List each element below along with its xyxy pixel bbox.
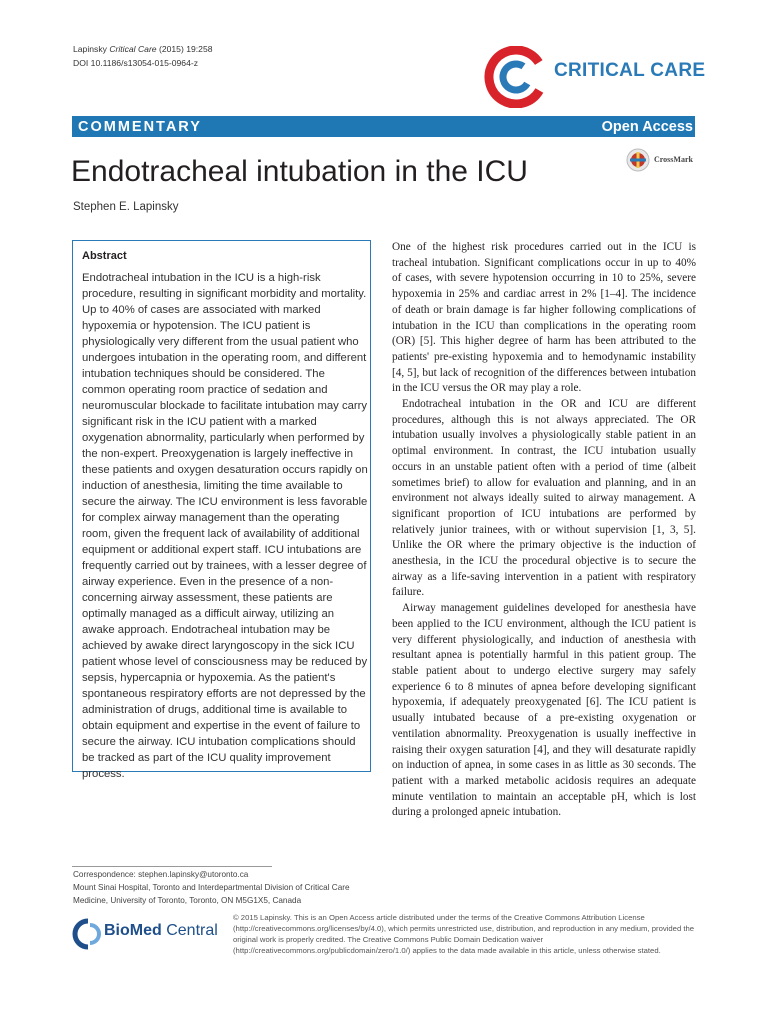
footnote-block — [73, 868, 373, 907]
body-paragraph: One of the highest risk procedures carried out in the ICU is tracheal intubation. Significant complications occur in up to 40% of cases, with severe hypotension occurring in 10 to 25%, severe hypoxemia in 25% and cardiac arrest in 2% [1–4]. The incidence of death or brain damage is far higher following complications of intubation in the ICU than complications in the operating room (OR) [5]. This higher degree of harm has been attributed to the patients' pre-existing hypoxemia and to hemodynamic instability [4, 5], but lack of recognition of the differences between intubation in the ICU versus the OR may play a role. — [392, 241, 696, 395]
citation-author: Lapinsky — [73, 44, 107, 54]
license-text: © 2015 Lapinsky. This is an Open Access article distributed under the terms of the Creative Commons Attribution License (http://creativecommons.org/licenses/by/4.0), which permits unrestricted use, distribution, and reproduction in any medium, provided the original work is properly credited. The Creative Commons Public Domain Dedication waiver (http://creativecommons.org/publicdomain/zero/1.0/) applies to the data made available in this article, unless otherwise stated. — [233, 913, 695, 955]
affiliation-line: Mount Sinai Hospital, Toronto and Interdepartmental Division of Critical Care — [73, 883, 350, 892]
open-access-label: Open Access — [601, 119, 693, 135]
body-text-column — [392, 240, 696, 821]
author-name: Stephen E. Lapinsky — [73, 201, 179, 213]
crossmark-label[interactable]: CrossMark — [654, 155, 693, 164]
correspondence-email[interactable]: Correspondence: stephen.lapinsky@utoronto.ca — [73, 870, 249, 879]
journal-logo-text: CRITICAL CARE — [554, 60, 706, 81]
doi: DOI 10.1186/s13054-015-0964-z — [73, 58, 199, 68]
publisher-name — [104, 922, 218, 940]
body-paragraph: Endotracheal intubation in the OR and ICU are different procedures, although this is not always appreciated. The OR intubation usually involves a physiologically stable patient in an optimal environment. In contrast, the ICU intubation usually occurs in an unstable patient often with a period of time (albeit sometimes brief) to allow for evaluation and planning, and in an environment not always ideally suited to airway management. A significant proportion of ICU intubations are performed by relatively junior trainees, with or without supervision [1, 3, 5]. Unlike the OR where the primary objective is the induction of anesthesia, in the ICU the procedural objective is to secure the airway as a life-saving intervention in a patient with respiratory failure. — [392, 398, 696, 599]
citation-journal: Critical Care — [109, 44, 157, 54]
citation-line — [73, 42, 213, 56]
body-paragraph: Airway management guidelines developed for anesthesia have been applied to the ICU environment, although the ICU patient is very different physiologically, and induction of anesthesia with resultant apnea is potentially harmful in this patient group. The stable patient about to undergo elective surgery may safely experience 6 to 8 minutes of apnea before developing significant hypoxemia, if adequately preoxygenated [6]. The ICU patient is usually intubated because of a pre-existing oxygenation or ventilation abnormality. Preoxygenation is usually ineffective in raising their oxygen saturation [4], and they will desaturate rapidly on induction of apnea, in some cases in as little as 30 seconds. The patient with a marked metabolic acidosis requires an adequate minute ventilation to maintain an acceptable pH, which is lost during a prolonged apneic intubation. — [392, 602, 696, 819]
publisher-name-rest: Central — [161, 922, 218, 939]
abstract-text: Endotracheal intubation in the ICU is a high-risk procedure, resulting in significant morbidity and mortality. Up to 40% of cases are associated with marked hypoxemia or hypotension. The ICU patient is physiologically very different from the usual patient who undergoes intubation in the operating room, and different intubation techniques should be considered. The common operating room practice of sedation and neuromuscular blockade to facilitate intubation may carry significant risk in the ICU patient with a marked oxygenation abnormality, particularly when performed by the non-expert. Preoxygenation is largely ineffective in these patients and oxygen desaturation occurs rapidly on induction of anesthesia, limiting the time available to secure the airway. The ICU environment is less favorable for complex airway management than the operating room, given the frequent lack of availability of additional equipment or additional expert staff. ICU intubations are frequently carried out by trainees, with a lesser degree of airway experience. Even in the presence of a non-concerning airway assessment, these patients are optimally managed as a difficult airway, utilizing an awake approach. Endotracheal intubation may be achieved by awake direct laryngoscopy in the sick ICU patient whose level of consciousness may be reduced by sepsis, hypercapnia or hypoxemia. As the patient's spontaneous respiratory efforts are not depressed by the administration of drugs, additional time is available to obtain equipment and expertise in the event of failure to secure the airway. ICU intubation complications should be tracked as part of the ICU quality improvement process. — [82, 272, 368, 781]
article-title: Endotracheal intubation in the ICU — [71, 155, 528, 188]
publisher-name-bold: BioMed — [104, 922, 162, 939]
footnote-divider — [72, 866, 272, 867]
abstract-heading: Abstract — [82, 250, 127, 262]
affiliation-line: Medicine, University of Toronto, Toronto, ON M5G1X5, Canada — [73, 896, 302, 905]
citation-block — [73, 42, 213, 70]
citation-year-volume: (2015) 19:258 — [158, 44, 213, 54]
article-type-label: COMMENTARY — [78, 119, 202, 135]
